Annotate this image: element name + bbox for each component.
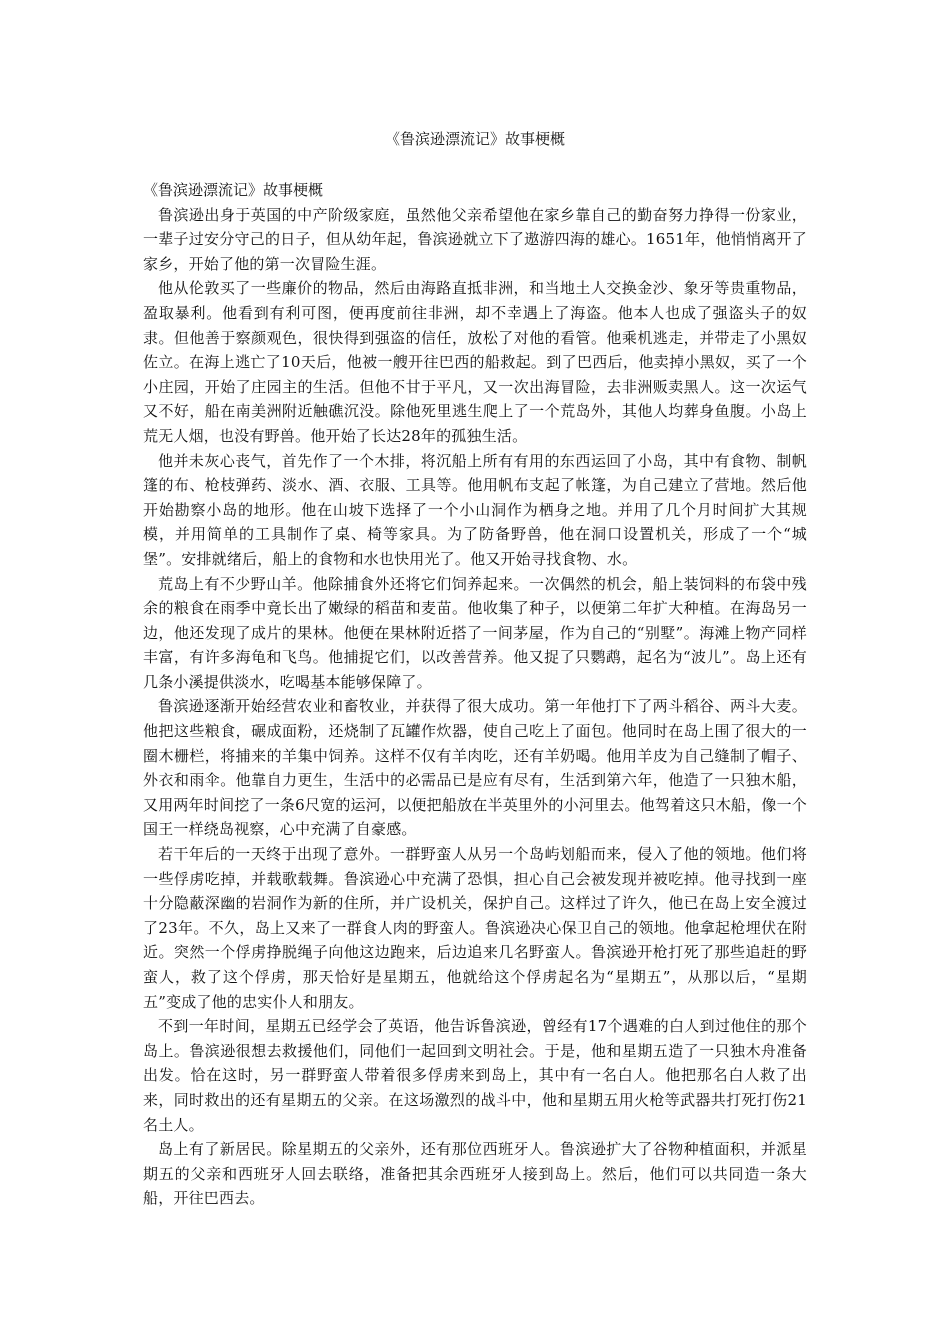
paragraph: 不到一年时间，星期五已经学会了英语，他告诉鲁滨逊，曾经有17个遇难的白人到过他住的那个岛上。鲁滨逊很想去救援他们，同他们一起回到文明社会。于是，他和星期五造了一只独木舟准备出发。恰在这时，另一群野蛮人带着很多俘虏来到岛上，其中有一名白人。他把那名白人救了出来，同时救出的还有星期五的父亲。在这场激烈的战斗中，他和星期五用火枪等武器共打死打伤21名土人。	[143, 1017, 807, 1134]
paragraph: 荒岛上有不少野山羊。他除捕食外还将它们饲养起来。一次偶然的机会，船上装饲料的布袋中残余的粮食在雨季中竟长出了嫩绿的稻苗和麦苗。他收集了种子，以便第二年扩大种植。在海岛另一边，他还发现了成片的果林。他便在果林附近搭了一间茅屋，作为自己的“别墅”。海滩上物产同样丰富，有许多海龟和飞鸟。他捕捉它们，以改善营养。他又捉了只鹦鹉，起名为“波儿”。岛上还有几条小溪提供淡水，吃喝基本能够保障了。	[143, 574, 807, 691]
page-title: 《鲁滨逊漂流记》故事梗概	[384, 130, 565, 148]
paragraph: 岛上有了新居民。除星期五的父亲外，还有那位西班牙人。鲁滨逊扩大了谷物种植面积，并派星期五的父亲和西班牙人回去联络，准备把其余西班牙人接到岛上。然后，他们可以共同造一条大船，开往巴西去。	[143, 1140, 807, 1208]
paragraph: 他从伦敦买了一些廉价的物品，然后由海路直抵非洲，和当地土人交换金沙、象牙等贵重物品，盈取暴利。他看到有利可图，便再度前往非洲，却不幸遇上了海盗。他本人也成了强盗头子的奴隶。但他善于察颜观色，很快得到强盗的信任，放松了对他的看管。他乘机逃走，并带走了小黑奴佐立。在海上逃亡了10天后，他被一艘开往巴西的船救起。到了巴西后，他卖掉小黑奴，买了一个小庄园，开始了庄园主的生活。但他不甘于平凡，又一次出海冒险，去非洲贩卖黑人。这一次运气又不好，船在南美洲附近触礁沉没。除他死里逃生爬上了一个荒岛外，其他人均葬身鱼腹。小岛上荒无人烟，也没有野兽。他开始了长达28年的孤独生活。	[143, 279, 807, 445]
document-body	[143, 178, 807, 1211]
paragraph: 他并未灰心丧气，首先作了一个木排，将沉船上所有有用的东西运回了小岛，其中有食物、制帆篷的布、枪枝弹药、淡水、酒、衣服、工具等。他用帆布支起了帐篷，为自己建立了营地。然后他开始勘察小岛的地形。他在山坡下选择了一个小山洞作为栖身之地。并用了几个月时间扩大其规模，并用简单的工具制作了桌、椅等家具。为了防备野兽，他在洞口设置机关，形成了一个“城堡”。安排就绪后，船上的食物和水也快用光了。他又开始寻找食物、水。	[143, 451, 807, 568]
paragraph: 鲁滨逊出身于英国的中产阶级家庭，虽然他父亲希望他在家乡靠自己的勤奋努力挣得一份家业，一辈子过安分守己的日子，但从幼年起，鲁滨逊就立下了遨游四海的雄心。1651年，他悄悄离开了家乡，开始了他的第一次冒险生涯。	[143, 205, 807, 273]
document-subtitle: 《鲁滨逊漂流记》故事梗概	[143, 181, 324, 199]
paragraph: 若干年后的一天终于出现了意外。一群野蛮人从另一个岛屿划船而来，侵入了他的领地。他们将一些俘虏吃掉，并载歌载舞。鲁滨逊心中充满了恐惧，担心自己会被发现并被吃掉。他寻找到一座十分隐蔽深幽的岩洞作为新的住所，并广设机关，保护自己。这样过了许久，他已在岛上安全渡过了23年。不久，岛上又来了一群食人肉的野蛮人。鲁滨逊决心保卫自己的领地。他拿起枪埋伏在附近。突然一个俘虏挣脱绳子向他这边跑来，后边追来几名野蛮人。鲁滨逊开枪打死了那些追赶的野蛮人，救了这个俘虏，那天恰好是星期五，他就给这个俘虏起名为“星期五”，从那以后，“星期五”变成了他的忠实仆人和朋友。	[143, 845, 807, 1011]
paragraph: 鲁滨逊逐渐开始经营农业和畜牧业，并获得了很大成功。第一年他打下了两斗稻谷、两斗大麦。他把这些粮食，碾成面粉，还烧制了瓦罐作炊器，使自己吃上了面包。他同时在岛上围了很大的一圈木栅栏，将捕来的羊集中饲养。这样不仅有羊肉吃，还有羊奶喝。他用羊皮为自己缝制了帽子、外衣和雨伞。他靠自力更生，生活中的必需品已是应有尽有，生活到第六年，他造了一只独木船，又用两年时间挖了一条6尺宽的运河，以便把船放在半英里外的小河里去。他驾着这只木船，像一个国王一样绕岛视察，心中充满了自豪感。	[143, 697, 807, 839]
